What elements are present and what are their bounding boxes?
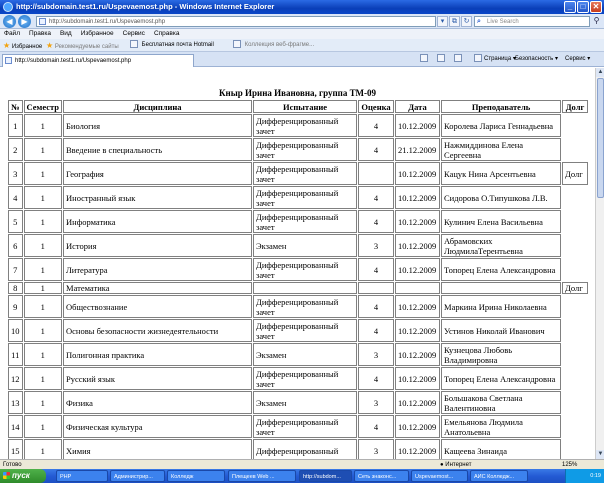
search-placeholder: Live Search [487,19,519,25]
cell-debt [562,258,588,281]
hotmail-icon [130,40,138,48]
cell-semester: 1 [24,343,62,366]
cell-grade: 4 [358,114,394,137]
cell-teacher: Кулинич Елена Васильевна [441,210,561,233]
cell-debt [562,234,588,257]
cell-semester: 1 [24,210,62,233]
cell-teacher: Топорец Елена Александровна [441,367,561,390]
tab-bar [0,52,604,67]
cell-discipline: Иностранный язык [63,186,252,209]
table-row [8,258,588,281]
cell-discipline: Физика [63,391,252,414]
cell-debt [562,367,588,390]
cell-date: 10.12.2009 [395,258,440,281]
address-row [0,14,604,29]
cell-teacher: Королева Лариса Геннадьевна [441,114,561,137]
cell-test: Экзамен [253,234,357,257]
cell-number: 1 [8,114,23,137]
zone-label: Интернет [445,462,472,468]
col-header-test: Испытание [253,100,357,113]
feeds-icon[interactable] [437,52,447,67]
cell-date: 10.12.2009 [395,415,440,438]
cell-discipline: Русский язык [63,367,252,390]
tab-uspevaemost[interactable] [2,54,194,67]
cell-discipline: Обществознание [63,295,252,318]
favorites-bar [0,39,604,52]
cell-date: 10.12.2009 [395,295,440,318]
col-header-semester: Семестр [24,100,62,113]
task-network[interactable]: Сеть знаконс... [354,470,409,482]
table-row [8,367,588,390]
cell-number: 2 [8,138,23,161]
cell-grade: 3 [358,234,394,257]
cell-discipline: География [63,162,252,185]
cell-semester: 1 [24,415,62,438]
cell-date: 10.12.2009 [395,319,440,342]
cell-date: 10.12.2009 [395,234,440,257]
cell-debt: Долг [562,282,588,294]
col-header-grade: Оценка [358,100,394,113]
cell-test: Дифференцированный зачет [253,210,357,233]
cell-semester: 1 [24,391,62,414]
table-row [8,138,588,161]
cell-teacher: Устинов Николай Иванович [441,319,561,342]
status-bar [0,459,604,469]
cell-grade: 4 [358,319,394,342]
task-uspevaemost[interactable]: Uspevaemost... [411,470,468,482]
page-icon [39,18,46,25]
cell-discipline: Основы безопасности жизнедеятельности [63,319,252,342]
tools-menu-button[interactable]: Сервис ▾ [565,56,591,62]
cell-debt [562,114,588,137]
refresh-icon[interactable]: ↻ [461,16,472,27]
cell-number: 13 [8,391,23,414]
safety-menu-label: Безопасность [515,56,554,62]
cell-discipline: Литература [63,258,252,281]
favorites-label: Избранное [11,44,43,50]
cell-number: 5 [8,210,23,233]
fav-item-label: Рекомендуемые сайты [54,44,119,50]
minimize-button[interactable]: _ [564,1,576,13]
tab-label: http://subdomain.test1.ru/Uspevaemost.php [15,58,132,64]
dropdown-icon[interactable]: ▾ [437,16,448,27]
cell-discipline: Введение в специальность [63,138,252,161]
window-controls [564,1,602,13]
address-input[interactable] [36,16,436,27]
cell-debt [562,439,588,459]
page-menu-label: Страница [484,56,512,62]
forward-button[interactable]: ▶ [18,15,31,28]
cell-discipline: Химия [63,439,252,459]
cell-teacher: Кащеева Зинаида [441,439,561,459]
vertical-scrollbar[interactable] [595,68,604,459]
cell-test: Дифференцированный зачет [253,295,357,318]
cell-grade [358,282,394,294]
cell-discipline: Полигонная практика [63,343,252,366]
cell-discipline: Биология [63,114,252,137]
cell-semester: 1 [24,258,62,281]
cell-grade: 4 [358,295,394,318]
cell-test: Дифференцированный зачет [253,258,357,281]
cell-test: Дифференцированный зачет [253,186,357,209]
fav-item-webslices[interactable] [233,39,314,52]
cell-date: 10.12.2009 [395,391,440,414]
cell-semester: 1 [24,282,62,294]
cell-discipline: История [63,234,252,257]
fav-item-label: Бесплатная почта Hotmail [141,42,214,48]
cell-grade: 4 [358,258,394,281]
menu-file[interactable]: Файл [4,30,20,37]
cell-semester: 1 [24,162,62,185]
windows-flag-icon [3,472,10,479]
clock: 0:19 [590,473,601,479]
page-content [0,68,595,459]
maximize-button[interactable]: □ [577,1,589,13]
cell-teacher: Большакова Светлана Валентиновна [441,391,561,414]
cell-date: 10.12.2009 [395,367,440,390]
cell-test: Дифференцированный зачет [253,162,357,185]
task-ais-college[interactable]: АИС Колледж... [470,470,528,482]
cell-number: 6 [8,234,23,257]
cell-debt [562,210,588,233]
cell-debt [562,415,588,438]
address-tools [437,16,472,27]
fav-item-label: Коллекция веб-фрагме... [244,42,315,48]
cell-teacher: Топорец Елена Александровна [441,258,561,281]
cell-debt [562,343,588,366]
cell-debt [562,138,588,161]
cell-date [395,282,440,294]
compat-view-icon[interactable]: ⧉ [449,16,460,27]
cell-date: 10.12.2009 [395,114,440,137]
cell-test: Дифференцированный зачет [253,114,357,137]
table-row [8,415,588,438]
address-url: http://subdomain.test1.ru/Uspevaemost.php [49,19,166,25]
cell-grade: 4 [358,138,394,161]
table-row [8,234,588,257]
cell-date: 10.12.2009 [395,162,440,185]
col-header-number: № [8,100,23,113]
cell-semester: 1 [24,138,62,161]
menu-bar [0,29,604,39]
cell-date: 10.12.2009 [395,439,440,459]
cell-test: Экзамен [253,391,357,414]
cell-semester: 1 [24,114,62,137]
cell-test: Дифференцированный зачет [253,367,357,390]
star-icon: ★ [3,41,11,50]
cell-semester: 1 [24,439,62,459]
cell-teacher: Емельянова Людмила Анатольевна [441,415,561,438]
cell-semester: 1 [24,234,62,257]
ie-icon [3,2,13,12]
cell-number: 8 [8,282,23,294]
cell-debt: Долг [562,162,588,185]
fav-item-hotmail[interactable] [130,39,214,52]
cell-teacher: Кузнецова Любовь Владимировна [441,343,561,366]
cell-semester: 1 [24,186,62,209]
scroll-up-icon[interactable]: ▲ [597,69,604,75]
table-row [8,282,588,294]
table-row [8,114,588,137]
col-header-date: Дата [395,100,440,113]
home-icon[interactable] [420,52,430,67]
cell-semester: 1 [24,295,62,318]
cell-test: Дифференцированный зачет [253,138,357,161]
cell-semester: 1 [24,367,62,390]
table-row [8,391,588,414]
page-icon [5,57,12,64]
page-menu-icon [474,54,482,62]
safety-menu-button[interactable]: Безопасность ▾ [515,56,558,62]
cell-teacher: Маркина Ирина Николаевна [441,295,561,318]
cell-discipline: Физическая культура [63,415,252,438]
tools-menu-label: Сервис [565,56,586,62]
cell-discipline: Информатика [63,210,252,233]
task-admin[interactable]: Администрир... [110,470,165,482]
print-icon[interactable] [454,52,464,67]
search-input[interactable] [474,16,590,27]
cell-debt [562,319,588,342]
cell-grade: 3 [358,439,394,459]
cell-test: Дифференцированный [253,439,357,459]
page-menu-button[interactable]: Страница ▾ [474,52,516,67]
cell-grade: 4 [358,210,394,233]
task-subdomain[interactable]: http://subdom... [299,470,352,482]
cell-grade: 3 [358,343,394,366]
cell-date: 21.12.2009 [395,138,440,161]
cell-number: 9 [8,295,23,318]
window-title: http://subdomain.test1.ru/Uspevaemost.php - Windows Internet Explorer [16,2,275,11]
menu-tools[interactable]: Сервис [122,30,145,37]
table-header-row [8,100,588,113]
cell-number: 15 [8,439,23,459]
cell-debt [562,391,588,414]
cell-number: 4 [8,186,23,209]
cell-test: Экзамен [253,343,357,366]
cell-test: Дифференцированный зачет [253,319,357,342]
cell-number: 12 [8,367,23,390]
table-row [8,186,588,209]
menu-view[interactable]: Вид [59,30,72,37]
menu-help[interactable]: Справка [153,30,180,37]
task-pleshcheev[interactable]: Плещеев Web ... [228,470,296,482]
cell-teacher: Кацук Нина Арсентьевна [441,162,561,185]
task-php[interactable]: PHP [56,470,108,482]
col-header-debt: Долг [562,100,588,113]
cell-date: 10.12.2009 [395,210,440,233]
cell-date: 10.12.2009 [395,343,440,366]
page-title: Кныр Ирина Ивановна, группа ТМ-09 [219,88,376,98]
table-row [8,439,588,459]
system-tray [565,469,604,483]
cell-number: 14 [8,415,23,438]
status-text: Готово [3,462,22,468]
cell-teacher: Абрамовских ЛюдмилаТерентьевна [441,234,561,257]
table-row [8,162,588,185]
cell-debt [562,295,588,318]
start-label: пуск [12,471,30,480]
table-row [8,343,588,366]
live-search-icon: ⌕ [477,18,481,25]
cell-grade: 3 [358,391,394,414]
menu-edit[interactable]: Правка [28,30,51,37]
cell-teacher: Сидорова О.Типушкова Л.В. [441,186,561,209]
cell-semester: 1 [24,319,62,342]
grades-table [7,99,589,459]
search-icon[interactable]: ⚲ [593,16,600,25]
cell-grade: 4 [358,415,394,438]
cell-discipline: Математика [63,282,252,294]
col-header-teacher: Преподаватель [441,100,561,113]
taskbar [0,469,604,483]
table-row [8,319,588,342]
security-zone: ● Интернет [440,462,472,468]
cell-debt [562,186,588,209]
table-row [8,210,588,233]
table-row [8,295,588,318]
cell-grade [358,162,394,185]
back-button[interactable]: ◀ [3,15,16,28]
cell-number: 3 [8,162,23,185]
add-favorite-icon: ★ [46,41,54,50]
cell-date: 10.12.2009 [395,186,440,209]
zoom-level[interactable]: 125% [562,462,578,468]
cell-number: 7 [8,258,23,281]
close-button[interactable]: ✕ [590,1,602,13]
col-header-discipline: Дисциплина [63,100,252,113]
task-college[interactable]: Колледж [167,470,225,482]
cell-teacher: Нажмиддинова Елена Сергеевна [441,138,561,161]
scroll-down-icon[interactable]: ▼ [597,451,604,457]
cell-number: 10 [8,319,23,342]
cell-test [253,282,357,294]
cell-test: Дифференцированный зачет [253,415,357,438]
cell-number: 11 [8,343,23,366]
menu-favorites[interactable]: Избранное [80,30,114,37]
start-button[interactable] [0,469,46,483]
cell-grade: 4 [358,367,394,390]
cell-grade: 4 [358,186,394,209]
cell-teacher [441,282,561,294]
scroll-thumb[interactable] [597,78,604,198]
webslice-icon [233,40,241,48]
window-title-bar [0,0,604,14]
